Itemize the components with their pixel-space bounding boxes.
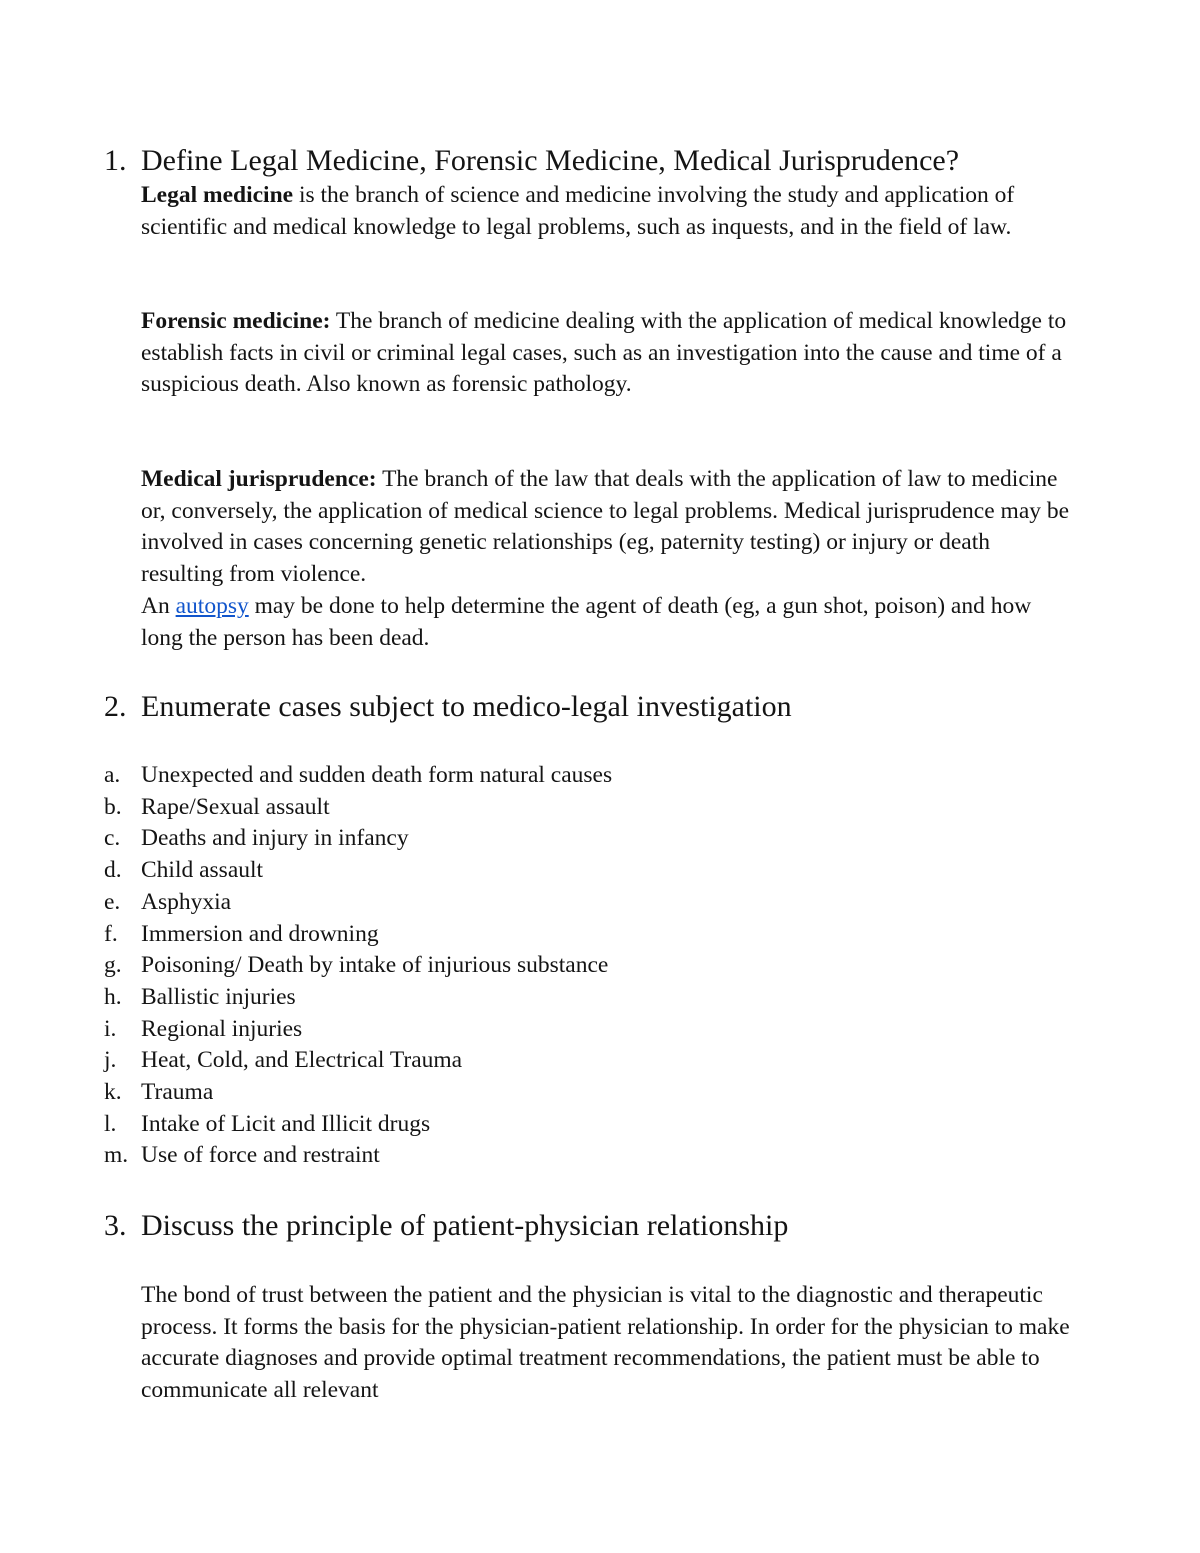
autopsy-link[interactable]: autopsy bbox=[175, 592, 249, 619]
question-2-title: Enumerate cases subject to medico-legal investigation bbox=[141, 690, 792, 723]
list-item-text: Asphyxia bbox=[141, 888, 232, 915]
list-marker: g. bbox=[104, 952, 122, 979]
legal-medicine-term: Legal medicine bbox=[141, 182, 294, 208]
list-marker: m. bbox=[104, 1142, 129, 1169]
list-item-text: Poisoning/ Death by intake of injurious substance bbox=[141, 952, 609, 979]
list-item-text: Intake of Licit and Illicit drugs bbox=[141, 1110, 431, 1137]
list-marker: f. bbox=[104, 920, 118, 947]
legal-medicine-text: is the branch of science and medicine involving the study and application of scientific and medical knowledge to legal problems, such as inquests, and in the field of law. bbox=[141, 182, 1015, 240]
case-list bbox=[104, 760, 612, 1172]
autopsy-sentence-start: An bbox=[141, 592, 176, 619]
list-marker: e. bbox=[104, 888, 121, 915]
list-item-text: Child assault bbox=[141, 857, 264, 884]
list-marker: b. bbox=[104, 793, 122, 820]
list-item-text: Trauma bbox=[141, 1079, 214, 1106]
question-3-heading bbox=[104, 1209, 788, 1243]
list-item bbox=[104, 1109, 612, 1141]
list-item bbox=[104, 760, 612, 792]
list-marker: j. bbox=[104, 1047, 117, 1074]
list-item-text: Use of force and restraint bbox=[141, 1142, 380, 1169]
list-item-text: Unexpected and sudden death form natural causes bbox=[141, 762, 613, 788]
question-1-heading bbox=[104, 144, 959, 178]
list-item bbox=[104, 1140, 612, 1172]
question-1-title: Define Legal Medicine, Forensic Medicine, Medical Jurisprudence? bbox=[141, 144, 960, 177]
list-item-text: Immersion and drowning bbox=[141, 920, 379, 947]
list-marker: c. bbox=[104, 825, 121, 852]
question-3-number: 3. bbox=[104, 1209, 127, 1242]
list-item bbox=[104, 855, 612, 887]
question-3-title: Discuss the principle of patient-physician relationship bbox=[141, 1209, 789, 1242]
medical-jurisprudence-text: The branch of the law that deals with the application of law to medicine or, conversely, the application of medical science to legal problems. Medical jurisprudence may be involved in cases concerning genetic relationships (eg, paternity testing) or injury or death resulting from violence. bbox=[141, 466, 1070, 588]
list-marker: h. bbox=[104, 983, 122, 1010]
list-marker: l. bbox=[104, 1110, 117, 1137]
medical-jurisprudence-definition bbox=[141, 464, 1076, 654]
forensic-medicine-term: Forensic medicine: bbox=[141, 308, 331, 334]
list-marker: i. bbox=[104, 1015, 117, 1042]
list-item bbox=[104, 1014, 612, 1046]
list-item bbox=[104, 792, 612, 824]
list-marker: k. bbox=[104, 1079, 122, 1106]
legal-medicine-definition bbox=[141, 180, 1076, 243]
list-item-text: Ballistic injuries bbox=[141, 983, 296, 1010]
list-item-text: Deaths and injury in infancy bbox=[141, 825, 409, 852]
question-2-heading bbox=[104, 690, 792, 724]
patient-physician-paragraph: The bond of trust between the patient and the physician is vital to the diagnostic and therapeutic process. It forms the basis for the physician-patient relationship. In order for the physician to make accurate diagnoses and provide optimal treatment recommendations, the patient must be able to communicate all relevant bbox=[141, 1282, 1070, 1404]
list-item bbox=[104, 982, 612, 1014]
list-marker: a. bbox=[104, 762, 121, 788]
list-item bbox=[104, 823, 612, 855]
list-item bbox=[104, 919, 612, 951]
question-1-number: 1. bbox=[104, 144, 127, 177]
list-item-text: Rape/Sexual assault bbox=[141, 793, 330, 820]
list-item bbox=[104, 1077, 612, 1109]
list-item-text: Regional injuries bbox=[141, 1015, 303, 1042]
list-item bbox=[104, 1045, 612, 1077]
medical-jurisprudence-term: Medical jurisprudence: bbox=[141, 466, 377, 492]
list-item bbox=[104, 887, 612, 919]
question-2-number: 2. bbox=[104, 690, 127, 723]
forensic-medicine-text: The branch of medicine dealing with the application of medical knowledge to establish facts in civil or criminal legal cases, such as an investigation into the cause and time of a suspicious death. Also known as forensic pathology. bbox=[141, 308, 1067, 398]
autopsy-sentence-tail: may be done to help determine the agent of death (eg, a gun shot, poison) and how long the person has been dead. bbox=[141, 592, 1032, 651]
list-item-text: Heat, Cold, and Electrical Trauma bbox=[141, 1047, 463, 1074]
forensic-medicine-definition bbox=[141, 306, 1076, 401]
list-item bbox=[104, 950, 612, 982]
list-marker: d. bbox=[104, 857, 122, 884]
